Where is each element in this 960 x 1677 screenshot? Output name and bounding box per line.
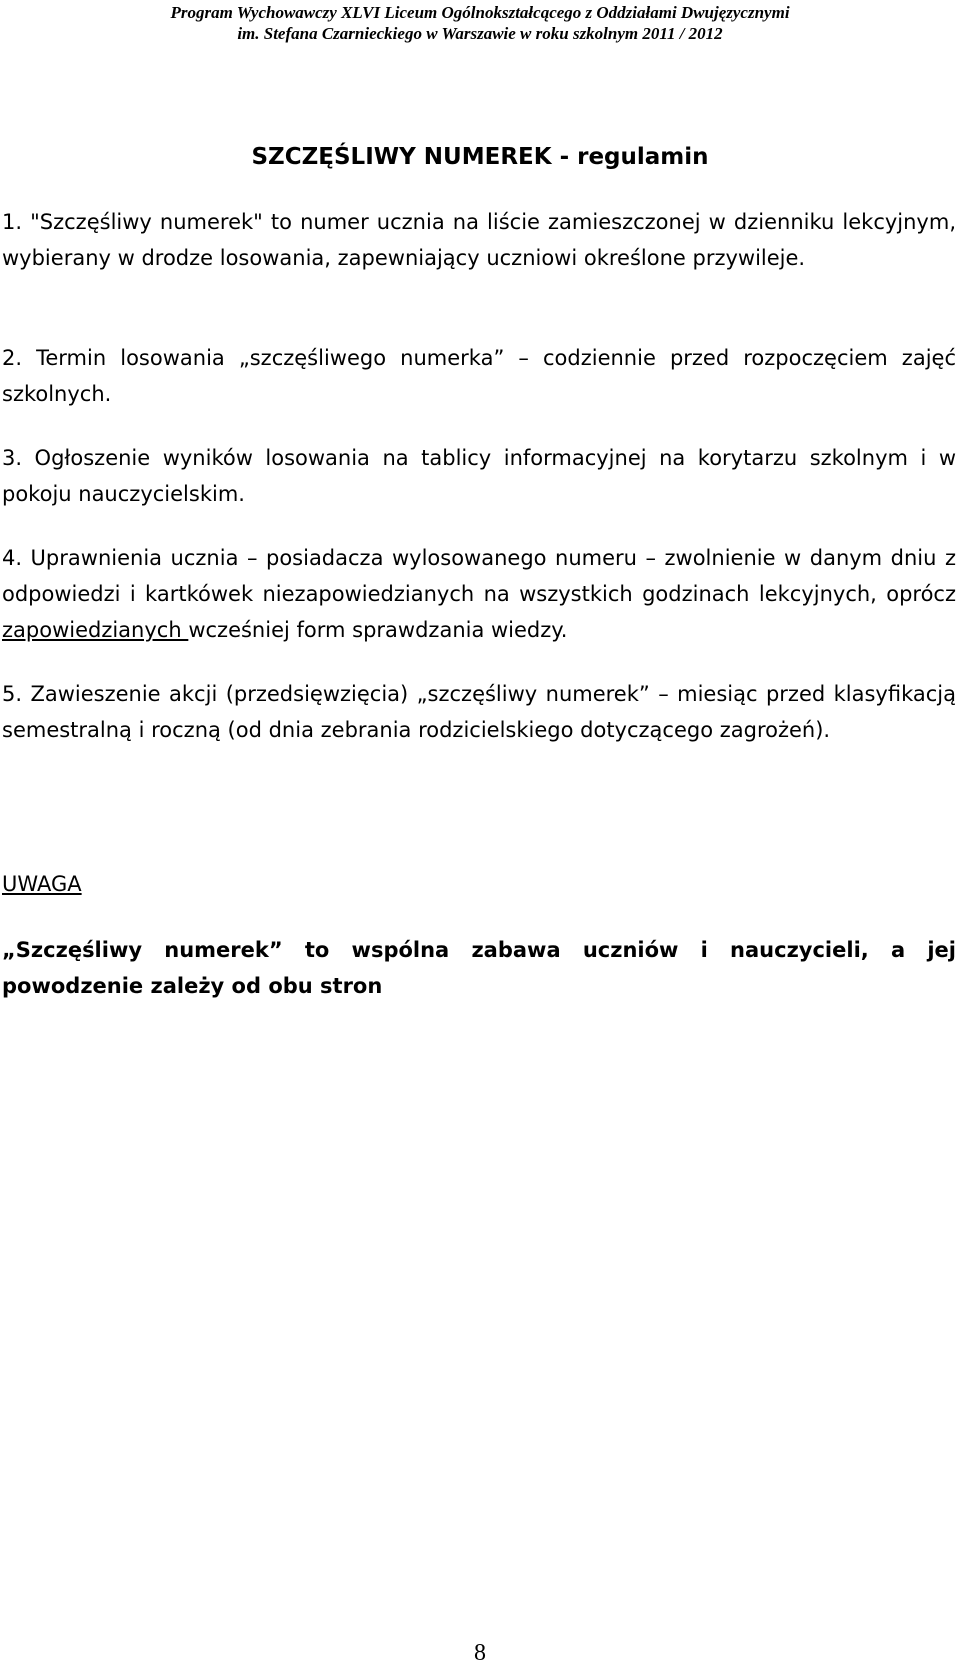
rule-4 bbox=[2, 540, 956, 648]
page-title: SZCZĘŚLIWY NUMEREK - regulamin bbox=[251, 144, 709, 170]
rule-4-text-end: wcześniej form sprawdzania wiedzy. bbox=[188, 618, 568, 642]
rule-4-underlined-text: zapowiedzianych bbox=[2, 618, 189, 642]
note-heading: UWAGA bbox=[2, 872, 82, 896]
note-text: „Szczęśliwy numerek” to wspólna zabawa uczniów i nauczycieli, a jej powodzenie zależy od obu stron bbox=[2, 938, 956, 998]
rule-5: 5. Zawieszenie akcji (przedsięwzięcia) „szczęśliwy numerek” – miesiąc przed klasyfikacją semestralną i roczną (od dnia zebrania rodzicielskiego dotyczącego zagrożeń). bbox=[2, 682, 956, 742]
rule-4-text-start: 4. Uprawnienia ucznia – posiadacza wylosowanego numeru – zwolnienie w danym dniu z odpowiedzi i kartkówek niezapowiedzianych na wszystkich godzinach lekcyjnych, oprócz bbox=[2, 546, 956, 606]
document-header-line-2: im. Stefana Czarnieckiego w Warszawie w roku szkolnym 2011 / 2012 bbox=[237, 24, 723, 43]
page-number: 8 bbox=[474, 1640, 486, 1666]
rule-3: 3. Ogłoszenie wyników losowania na tablicy informacyjnej na korytarzu szkolnym i w pokoju nauczycielskim. bbox=[2, 446, 956, 506]
rule-1: 1. "Szczęśliwy numerek" to numer ucznia na liście zamieszczonej w dzienniku lekcyjnym, wybierany w drodze losowania, zapewniający uczniowi określone przywileje. bbox=[2, 210, 956, 270]
document-header-line-1: Program Wychowawczy XLVI Liceum Ogólnokształcącego z Oddziałami Dwujęzycznymi bbox=[170, 3, 790, 22]
rule-2: 2. Termin losowania „szczęśliwego numerka” – codziennie przed rozpoczęciem zajęć szkolnych. bbox=[2, 346, 956, 406]
